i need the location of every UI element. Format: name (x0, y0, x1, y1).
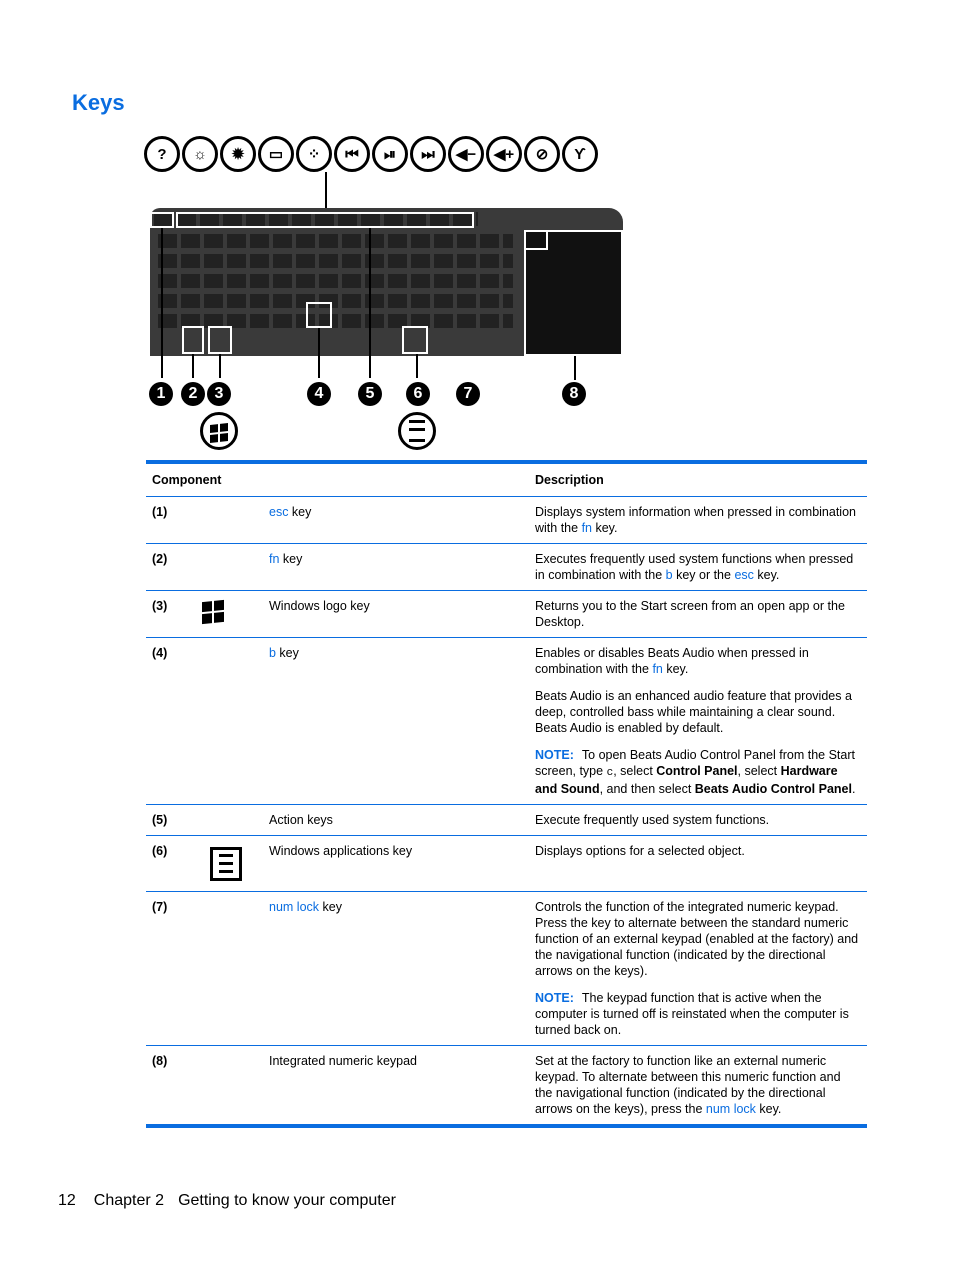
display-switch-icon: ▭ (258, 136, 294, 172)
next-track-icon: ⏭ (410, 136, 446, 172)
page-title: Keys (72, 90, 125, 115)
wireless-icon: ϒ (562, 136, 598, 172)
windows-logo-icon (200, 412, 238, 450)
chapter-title: Getting to know your computer (178, 1192, 396, 1209)
callout-badge: 7 (456, 382, 480, 406)
fn-link[interactable]: fn (581, 521, 592, 535)
fn-link[interactable]: fn (269, 552, 280, 566)
table-row: (7) num lock key Controls the function of the integrated numeric keypad. Press the key to alternate between the standard numeric function of an external keypad (enabled at the factory) and the navigational function (indicated by the directional arrows on the keys). NOTE: The keypad function that is active when the computer is turned off is reinstated when the computer is turned back on. (146, 892, 867, 1046)
table-row: (2) fn key Executes frequently used system functions when pressed in combination with the b key or the esc key. (146, 544, 867, 591)
brightness-down-icon: ☼ (182, 136, 218, 172)
b-link[interactable]: b (665, 568, 673, 582)
play-pause-icon: ⏯ (372, 136, 408, 172)
page-number: 12 (58, 1192, 76, 1209)
callout-badge: 1 (149, 382, 173, 406)
fn-link[interactable]: fn (652, 662, 663, 676)
header-component: Component (146, 462, 529, 497)
keyboard-image (150, 208, 623, 356)
table-row: (5) Action keys Execute frequently used system functions. (146, 805, 867, 836)
volume-down-icon: ◀− (448, 136, 484, 172)
table-row: (3) Windows logo key Returns you to the Start screen from an open app or the Desktop. (146, 591, 867, 638)
volume-up-icon: ◀+ (486, 136, 522, 172)
callout-line (325, 172, 327, 210)
keyboard-backlight-icon: ⁘ (296, 136, 332, 172)
windows-logo-icon (202, 600, 224, 624)
note: NOTE: The keypad function that is active when the computer is turned off is reinstated when the computer is turned back on. (535, 991, 849, 1037)
callout-frame-b (306, 302, 332, 328)
callout-badge: 2 (181, 382, 205, 406)
page-footer (58, 1192, 396, 1210)
table-row: (4) b key Enables or disables Beats Audio when pressed in combination with the fn key. Beats Audio is an enhanced audio feature that provides a deep, controlled bass while maintaining a clear sound. Beats Audio is enabled by default. NOTE: To open Beats Audio Control Panel from the Start screen, type c, select Control Panel, select Hardware and Sound, and then select Beats Audio Control Panel. (146, 638, 867, 805)
callout-badge: 4 (307, 382, 331, 406)
action-key-icons (144, 136, 598, 172)
callout-badge: 6 (406, 382, 430, 406)
esc-link[interactable]: esc (734, 568, 754, 582)
table-row: (6) Windows applications key Displays options for a selected object. (146, 836, 867, 892)
components-table (146, 460, 867, 1128)
chapter-label: Chapter 2 (93, 1192, 165, 1209)
callout-badge: 8 (562, 382, 586, 406)
callout-frame-action-keys (176, 212, 474, 228)
callout-frame-numpad (524, 230, 623, 356)
keyboard-figure (140, 132, 640, 457)
table-header-row (146, 462, 867, 497)
callout-frame-windows (208, 326, 232, 354)
num-lock-link[interactable]: num lock (269, 900, 320, 914)
callout-badge: 3 (207, 382, 231, 406)
callout-frame-apps (402, 326, 428, 354)
table-row: (8) Integrated numeric keypad Set at the factory to function like an external numeric keypad. To alternate between this numeric function and the navigational function (indicated by the directional arrows on the keys), press the num lock key. (146, 1046, 867, 1127)
note: NOTE: To open Beats Audio Control Panel from the Start screen, type c, select Control Panel, select Hardware and Sound, and then select Beats Audio Control Panel. (535, 748, 856, 796)
callout-badge: 5 (358, 382, 382, 406)
b-link[interactable]: b (269, 646, 276, 660)
windows-applications-icon (210, 847, 242, 881)
table-row: (1) esc key Displays system information when pressed in combination with the fn key. (146, 497, 867, 544)
windows-applications-icon (398, 412, 436, 450)
num-lock-link[interactable]: num lock (705, 1102, 756, 1116)
esc-link[interactable]: esc (269, 505, 289, 519)
brightness-up-icon: ✹ (220, 136, 256, 172)
callout-frame-fn (182, 326, 204, 354)
mute-icon: ⊘ (524, 136, 560, 172)
callout-frame-esc (150, 212, 174, 228)
previous-track-icon: ⏮ (334, 136, 370, 172)
help-icon: ? (144, 136, 180, 172)
header-description: Description (529, 462, 867, 497)
